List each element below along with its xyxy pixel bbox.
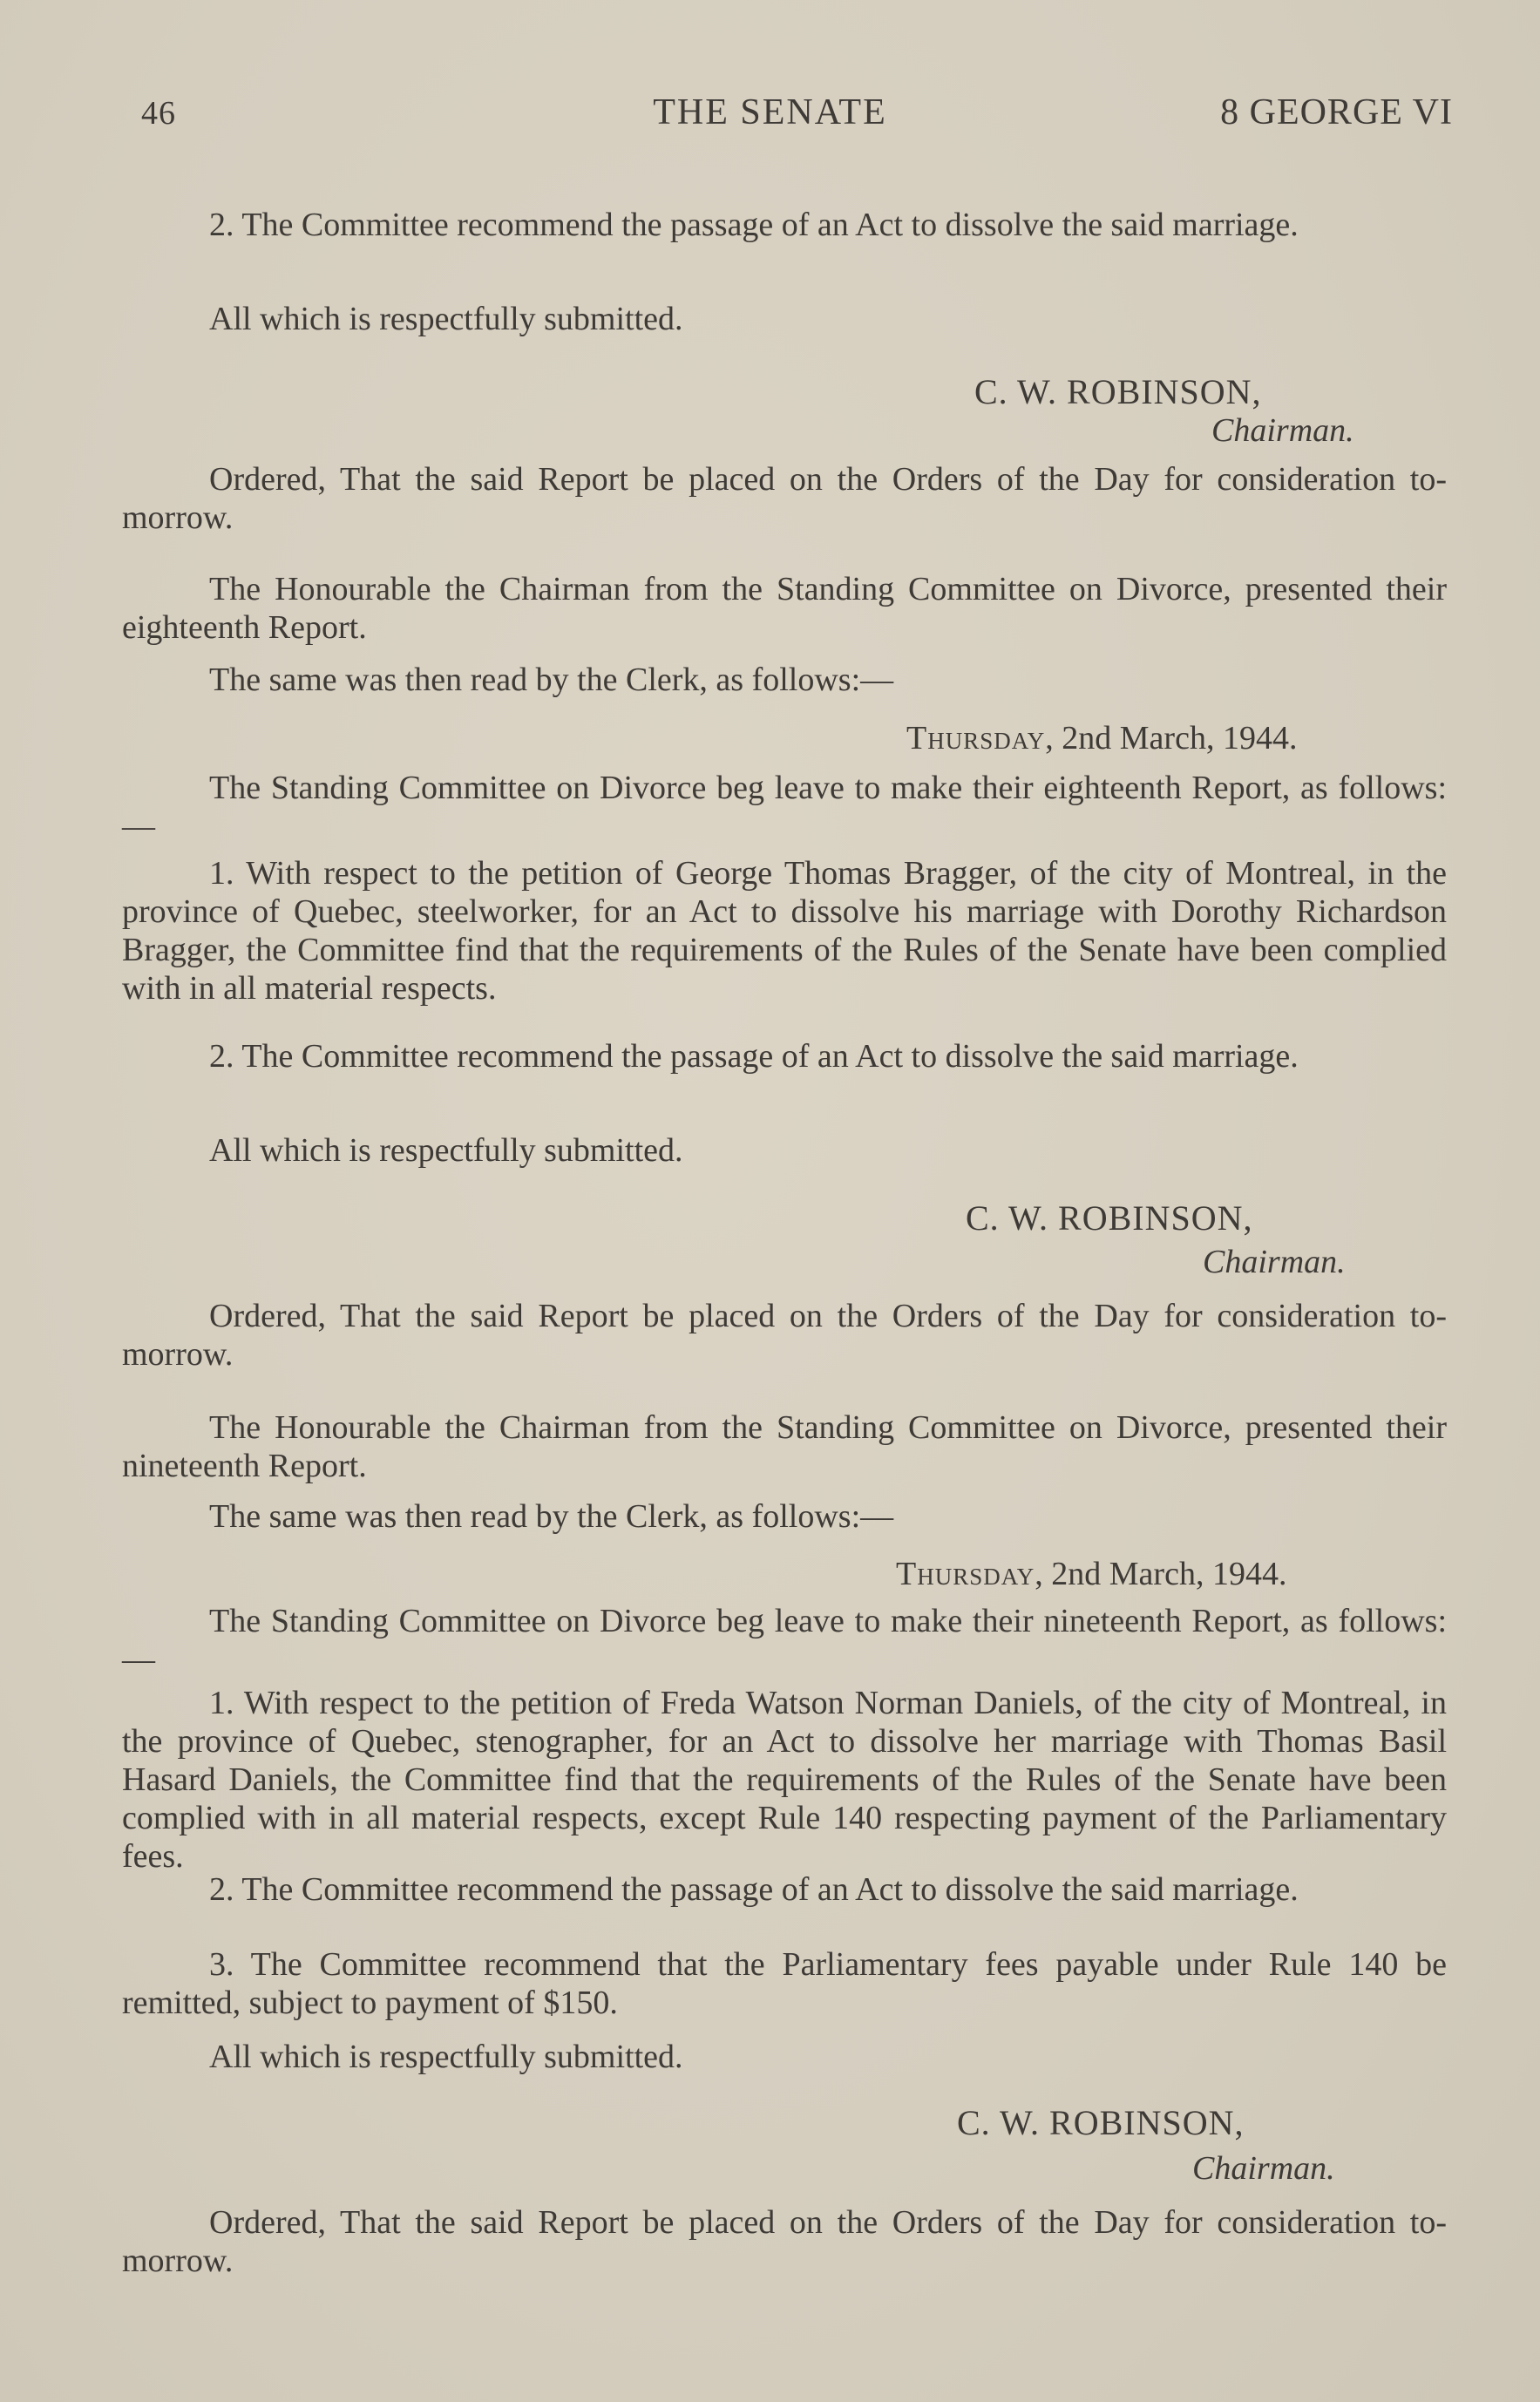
r19-beg: The Standing Committee on Divorce beg leave to make their nineteenth Report, as follows:—	[122, 1603, 1447, 1678]
s1-chairman: Chairman.	[1211, 412, 1354, 449]
r19-intro: The Honourable the Chairman from the Standing Committee on Divorce, presented their nineteenth Report.	[122, 1409, 1447, 1484]
r19-date: Thursday, 2nd March, 1944.	[896, 1556, 1287, 1592]
session-label: 8 GEORGE VI	[1220, 92, 1453, 132]
r18-item1: 1. With respect to the petition of George Thomas Bragger, of the city of Montreal, in the province of Quebec, steelworker, for an Act to dissolve his marriage with Dorothy Richardson Bragger, the Committee find that the requirements of the Rules of the Senate have been complied with in all material respects.	[122, 855, 1447, 1007]
s1-signer: C. W. ROBINSON,	[974, 372, 1262, 411]
running-title: THE SENATE	[653, 92, 887, 132]
s1-ordered: Ordered, That the said Report be placed on the Orders of the Day for consideration to-morrow.	[122, 461, 1447, 536]
r19-item1: 1. With respect to the petition of Freda Watson Norman Daniels, of the city of Montreal, in the province of Quebec, stenographer, for an Act to dissolve her marriage with Thomas Basil Hasard Daniels, the Committee find that the requirements of the Rules of the Senate have been complied with in all material respects, except Rule 140 respecting payment of the Parliamentary fees.	[122, 1685, 1447, 1875]
s1-para2: 2. The Committee recommend the passage of an Act to dissolve the said marriage.	[209, 207, 1299, 243]
r18-beg: The Standing Committee on Divorce beg leave to make their eighteenth Report, as follows:—	[122, 770, 1447, 845]
r19-ordered: Ordered, That the said Report be placed on the Orders of the Day for consideration to-morrow.	[122, 2204, 1447, 2279]
r18-ordered: Ordered, That the said Report be placed on the Orders of the Day for consideration to-morrow.	[122, 1298, 1447, 1373]
r19-signer: C. W. ROBINSON,	[957, 2103, 1245, 2142]
r19-chairman: Chairman.	[1192, 2150, 1335, 2187]
r18-date: Thursday, 2nd March, 1944.	[906, 720, 1298, 757]
r18-signer: C. W. ROBINSON,	[966, 1198, 1253, 1238]
r18-submitted: All which is respectfully submitted.	[209, 1132, 683, 1169]
r18-item2: 2. The Committee recommend the passage of an Act to dissolve the said marriage.	[209, 1038, 1299, 1075]
r18-read: The same was then read by the Clerk, as follows:—	[209, 662, 894, 698]
r18-intro: The Honourable the Chairman from the Standing Committee on Divorce, presented their eighteenth Report.	[122, 571, 1447, 646]
r19-read: The same was then read by the Clerk, as follows:—	[209, 1498, 894, 1535]
r19-submitted: All which is respectfully submitted.	[209, 2039, 683, 2075]
s1-submitted: All which is respectfully submitted.	[209, 301, 683, 337]
r19-item3: 3. The Committee recommend that the Parliamentary fees payable under Rule 140 be remitted, subject to payment of $150.	[122, 1946, 1447, 2021]
page-number: 46	[141, 95, 176, 132]
r18-chairman: Chairman.	[1203, 1244, 1346, 1280]
r19-item2: 2. The Committee recommend the passage of an Act to dissolve the said marriage.	[209, 1871, 1299, 1908]
